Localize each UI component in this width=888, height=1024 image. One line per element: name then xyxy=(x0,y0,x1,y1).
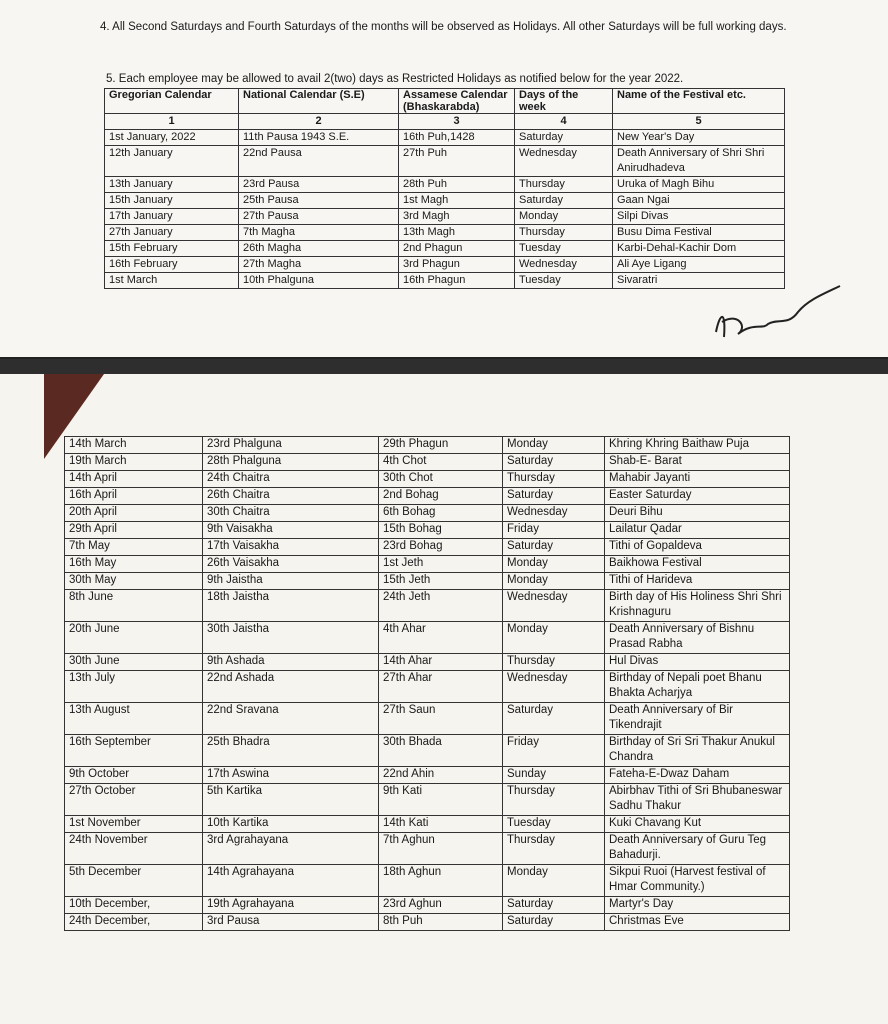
national-date-cell: 27th Magha xyxy=(239,257,399,273)
weekday-cell: Tuesday xyxy=(515,241,613,257)
weekday-cell: Saturday xyxy=(503,539,605,556)
festival-name-cell: Karbi-Dehal-Kachir Dom xyxy=(613,241,785,257)
assamese-date-cell: 16th Phagun xyxy=(399,273,515,289)
paragraph-5: 5. Each employee may be allowed to avail 2(two) days as Restricted Holidays as notified below for the year 2022. xyxy=(106,73,684,85)
column-number: 2 xyxy=(239,114,399,130)
assamese-date-cell: 22nd Ahin xyxy=(379,767,503,784)
weekday-cell: Thursday xyxy=(515,225,613,241)
table-row xyxy=(65,735,790,767)
assamese-date-cell: 16th Puh,1428 xyxy=(399,130,515,146)
table-row xyxy=(65,897,790,914)
festival-name-cell: Hul Divas xyxy=(605,654,790,671)
weekday-cell: Monday xyxy=(503,865,605,897)
weekday-cell: Saturday xyxy=(503,703,605,735)
assamese-date-cell: 13th Magh xyxy=(399,225,515,241)
table-row xyxy=(105,273,785,289)
assamese-date-cell: 1st Magh xyxy=(399,193,515,209)
table-row xyxy=(105,209,785,225)
table-row xyxy=(65,784,790,816)
national-date-cell: 9th Jaistha xyxy=(203,573,379,590)
assamese-date-cell: 24th Jeth xyxy=(379,590,503,622)
gregorian-date-cell: 12th January xyxy=(105,146,239,177)
table-row xyxy=(65,865,790,897)
table-row xyxy=(65,454,790,471)
assamese-date-cell: 18th Aghun xyxy=(379,865,503,897)
gregorian-date-cell: 13th July xyxy=(65,671,203,703)
festival-name-cell: Uruka of Magh Bihu xyxy=(613,177,785,193)
gregorian-date-cell: 30th May xyxy=(65,573,203,590)
weekday-cell: Saturday xyxy=(503,454,605,471)
weekday-cell: Thursday xyxy=(503,784,605,816)
table-header-row xyxy=(105,89,785,114)
weekday-cell: Wednesday xyxy=(503,590,605,622)
table-row xyxy=(65,471,790,488)
weekday-cell: Tuesday xyxy=(503,816,605,833)
gregorian-date-cell: 13th August xyxy=(65,703,203,735)
weekday-cell: Wednesday xyxy=(515,146,613,177)
gregorian-date-cell: 14th March xyxy=(65,437,203,454)
national-date-cell: 17th Vaisakha xyxy=(203,539,379,556)
gregorian-date-cell: 17th January xyxy=(105,209,239,225)
festival-name-cell: Lailatur Qadar xyxy=(605,522,790,539)
weekday-cell: Monday xyxy=(503,622,605,654)
festival-name-cell: Death Anniversary of Bir Tikendrajit xyxy=(605,703,790,735)
national-date-cell: 26th Chaitra xyxy=(203,488,379,505)
header-day: Days of the week xyxy=(515,89,613,114)
gregorian-date-cell: 15th January xyxy=(105,193,239,209)
table-row xyxy=(65,833,790,865)
assamese-date-cell: 3rd Magh xyxy=(399,209,515,225)
gregorian-date-cell: 15th February xyxy=(105,241,239,257)
gregorian-date-cell: 1st November xyxy=(65,816,203,833)
festival-name-cell: Sikpui Ruoi (Harvest festival of Hmar Community.) xyxy=(605,865,790,897)
column-number: 5 xyxy=(613,114,785,130)
festival-name-cell: Kuki Chavang Kut xyxy=(605,816,790,833)
signature-mark xyxy=(708,282,848,352)
weekday-cell: Tuesday xyxy=(515,273,613,289)
weekday-cell: Saturday xyxy=(503,914,605,931)
festival-name-cell: Death Anniversary of Guru Teg Bahadurji. xyxy=(605,833,790,865)
gregorian-date-cell: 13th January xyxy=(105,177,239,193)
national-date-cell: 18th Jaistha xyxy=(203,590,379,622)
national-date-cell: 7th Magha xyxy=(239,225,399,241)
gregorian-date-cell: 29th April xyxy=(65,522,203,539)
weekday-cell: Thursday xyxy=(503,471,605,488)
gregorian-date-cell: 7th May xyxy=(65,539,203,556)
assamese-date-cell: 14th Ahar xyxy=(379,654,503,671)
page-divider xyxy=(0,359,888,374)
national-date-cell: 25th Pausa xyxy=(239,193,399,209)
national-date-cell: 24th Chaitra xyxy=(203,471,379,488)
table-row xyxy=(105,177,785,193)
weekday-cell: Wednesday xyxy=(515,257,613,273)
assamese-date-cell: 29th Phagun xyxy=(379,437,503,454)
gregorian-date-cell: 8th June xyxy=(65,590,203,622)
national-date-cell: 22nd Sravana xyxy=(203,703,379,735)
national-date-cell: 10th Kartika xyxy=(203,816,379,833)
table-row xyxy=(65,767,790,784)
holiday-table-part-1 xyxy=(104,88,785,289)
weekday-cell: Thursday xyxy=(503,833,605,865)
festival-name-cell: Deuri Bihu xyxy=(605,505,790,522)
assamese-date-cell: 15th Jeth xyxy=(379,573,503,590)
table-row xyxy=(65,539,790,556)
festival-name-cell: Silpi Divas xyxy=(613,209,785,225)
national-date-cell: 26th Vaisakha xyxy=(203,556,379,573)
gregorian-date-cell: 16th April xyxy=(65,488,203,505)
table-row xyxy=(65,522,790,539)
national-date-cell: 22nd Ashada xyxy=(203,671,379,703)
festival-name-cell: Birthday of Nepali poet Bhanu Bhakta Acharjya xyxy=(605,671,790,703)
weekday-cell: Wednesday xyxy=(503,671,605,703)
assamese-date-cell: 27th Ahar xyxy=(379,671,503,703)
festival-name-cell: Birth day of His Holiness Shri Shri Krishnaguru xyxy=(605,590,790,622)
gregorian-date-cell: 14th April xyxy=(65,471,203,488)
festival-name-cell: New Year's Day xyxy=(613,130,785,146)
festival-name-cell: Abirbhav Tithi of Sri Bhubaneswar Sadhu Thakur xyxy=(605,784,790,816)
document-page-1 xyxy=(0,0,888,359)
weekday-cell: Monday xyxy=(503,573,605,590)
assamese-date-cell: 27th Saun xyxy=(379,703,503,735)
table-row xyxy=(65,671,790,703)
national-date-cell: 17th Aswina xyxy=(203,767,379,784)
weekday-cell: Monday xyxy=(503,556,605,573)
assamese-date-cell: 30th Bhada xyxy=(379,735,503,767)
national-date-cell: 30th Chaitra xyxy=(203,505,379,522)
festival-name-cell: Mahabir Jayanti xyxy=(605,471,790,488)
festival-name-cell: Fateha-E-Dwaz Daham xyxy=(605,767,790,784)
festival-name-cell: Ali Aye Ligang xyxy=(613,257,785,273)
paragraph-4: 4. All Second Saturdays and Fourth Saturdays of the months will be observed as Holidays. All other Saturdays will be full working days. xyxy=(100,21,787,33)
festival-name-cell: Shab-E- Barat xyxy=(605,454,790,471)
assamese-date-cell: 15th Bohag xyxy=(379,522,503,539)
table-row xyxy=(65,556,790,573)
assamese-date-cell: 6th Bohag xyxy=(379,505,503,522)
table-row xyxy=(65,590,790,622)
table-row xyxy=(65,816,790,833)
table-row xyxy=(105,225,785,241)
gregorian-date-cell: 27th October xyxy=(65,784,203,816)
table-row xyxy=(105,257,785,273)
table-row xyxy=(105,146,785,177)
assamese-date-cell: 23rd Aghun xyxy=(379,897,503,914)
column-number: 4 xyxy=(515,114,613,130)
gregorian-date-cell: 20th June xyxy=(65,622,203,654)
national-date-cell: 30th Jaistha xyxy=(203,622,379,654)
festival-name-cell: Birthday of Sri Sri Thakur Anukul Chandra xyxy=(605,735,790,767)
gregorian-date-cell: 19th March xyxy=(65,454,203,471)
national-date-cell: 3rd Agrahayana xyxy=(203,833,379,865)
national-date-cell: 28th Phalguna xyxy=(203,454,379,471)
gregorian-date-cell: 9th October xyxy=(65,767,203,784)
gregorian-date-cell: 16th February xyxy=(105,257,239,273)
assamese-date-cell: 4th Ahar xyxy=(379,622,503,654)
weekday-cell: Saturday xyxy=(503,488,605,505)
document-page-2 xyxy=(0,374,888,1024)
gregorian-date-cell: 16th May xyxy=(65,556,203,573)
column-number-row xyxy=(105,114,785,130)
gregorian-date-cell: 1st January, 2022 xyxy=(105,130,239,146)
assamese-date-cell: 14th Kati xyxy=(379,816,503,833)
assamese-date-cell: 1st Jeth xyxy=(379,556,503,573)
weekday-cell: Monday xyxy=(503,437,605,454)
table-row xyxy=(65,437,790,454)
gregorian-date-cell: 10th December, xyxy=(65,897,203,914)
gregorian-date-cell: 24th November xyxy=(65,833,203,865)
assamese-date-cell: 23rd Bohag xyxy=(379,539,503,556)
festival-name-cell: Gaan Ngai xyxy=(613,193,785,209)
assamese-date-cell: 4th Chot xyxy=(379,454,503,471)
assamese-date-cell: 30th Chot xyxy=(379,471,503,488)
assamese-date-cell: 8th Puh xyxy=(379,914,503,931)
table-row xyxy=(65,573,790,590)
gregorian-date-cell: 16th September xyxy=(65,735,203,767)
weekday-cell: Saturday xyxy=(515,130,613,146)
column-number: 3 xyxy=(399,114,515,130)
gregorian-date-cell: 20th April xyxy=(65,505,203,522)
national-date-cell: 14th Agrahayana xyxy=(203,865,379,897)
table-row xyxy=(65,505,790,522)
gregorian-date-cell: 5th December xyxy=(65,865,203,897)
national-date-cell: 3rd Pausa xyxy=(203,914,379,931)
assamese-date-cell: 9th Kati xyxy=(379,784,503,816)
table-row xyxy=(65,703,790,735)
table-row xyxy=(65,654,790,671)
weekday-cell: Friday xyxy=(503,735,605,767)
header-national: National Calendar (S.E) xyxy=(239,89,399,114)
weekday-cell: Saturday xyxy=(503,897,605,914)
national-date-cell: 27th Pausa xyxy=(239,209,399,225)
gregorian-date-cell: 24th December, xyxy=(65,914,203,931)
festival-name-cell: Death Anniversary of Bishnu Prasad Rabha xyxy=(605,622,790,654)
assamese-date-cell: 28th Puh xyxy=(399,177,515,193)
festival-name-cell: Baikhowa Festival xyxy=(605,556,790,573)
weekday-cell: Wednesday xyxy=(503,505,605,522)
weekday-cell: Thursday xyxy=(503,654,605,671)
festival-name-cell: Tithi of Harideva xyxy=(605,573,790,590)
weekday-cell: Thursday xyxy=(515,177,613,193)
festival-name-cell: Easter Saturday xyxy=(605,488,790,505)
table-row xyxy=(105,193,785,209)
gregorian-date-cell: 27th January xyxy=(105,225,239,241)
festival-name-cell: Martyr's Day xyxy=(605,897,790,914)
table-row xyxy=(65,622,790,654)
national-date-cell: 5th Kartika xyxy=(203,784,379,816)
national-date-cell: 25th Bhadra xyxy=(203,735,379,767)
assamese-date-cell: 3rd Phagun xyxy=(399,257,515,273)
festival-name-cell: Tithi of Gopaldeva xyxy=(605,539,790,556)
national-date-cell: 9th Ashada xyxy=(203,654,379,671)
assamese-date-cell: 27th Puh xyxy=(399,146,515,177)
gregorian-date-cell: 1st March xyxy=(105,273,239,289)
weekday-cell: Saturday xyxy=(515,193,613,209)
header-festival: Name of the Festival etc. xyxy=(613,89,785,114)
festival-name-cell: Busu Dima Festival xyxy=(613,225,785,241)
table-row xyxy=(65,488,790,505)
assamese-date-cell: 7th Aghun xyxy=(379,833,503,865)
header-gregorian: Gregorian Calendar xyxy=(105,89,239,114)
weekday-cell: Sunday xyxy=(503,767,605,784)
national-date-cell: 22nd Pausa xyxy=(239,146,399,177)
national-date-cell: 9th Vaisakha xyxy=(203,522,379,539)
national-date-cell: 10th Phalguna xyxy=(239,273,399,289)
festival-name-cell: Death Anniversary of Shri Shri Anirudhadeva xyxy=(613,146,785,177)
assamese-date-cell: 2nd Phagun xyxy=(399,241,515,257)
column-number: 1 xyxy=(105,114,239,130)
weekday-cell: Monday xyxy=(515,209,613,225)
table-row xyxy=(105,241,785,257)
national-date-cell: 19th Agrahayana xyxy=(203,897,379,914)
festival-name-cell: Sivaratri xyxy=(613,273,785,289)
gregorian-date-cell: 30th June xyxy=(65,654,203,671)
national-date-cell: 23rd Pausa xyxy=(239,177,399,193)
national-date-cell: 23rd Phalguna xyxy=(203,437,379,454)
national-date-cell: 11th Pausa 1943 S.E. xyxy=(239,130,399,146)
festival-name-cell: Khring Khring Baithaw Puja xyxy=(605,437,790,454)
table-row xyxy=(65,914,790,931)
header-assamese: Assamese Calendar (Bhaskarabda) xyxy=(399,89,515,114)
holiday-table-part-2 xyxy=(64,436,790,931)
weekday-cell: Friday xyxy=(503,522,605,539)
assamese-date-cell: 2nd Bohag xyxy=(379,488,503,505)
national-date-cell: 26th Magha xyxy=(239,241,399,257)
festival-name-cell: Christmas Eve xyxy=(605,914,790,931)
table-row xyxy=(105,130,785,146)
